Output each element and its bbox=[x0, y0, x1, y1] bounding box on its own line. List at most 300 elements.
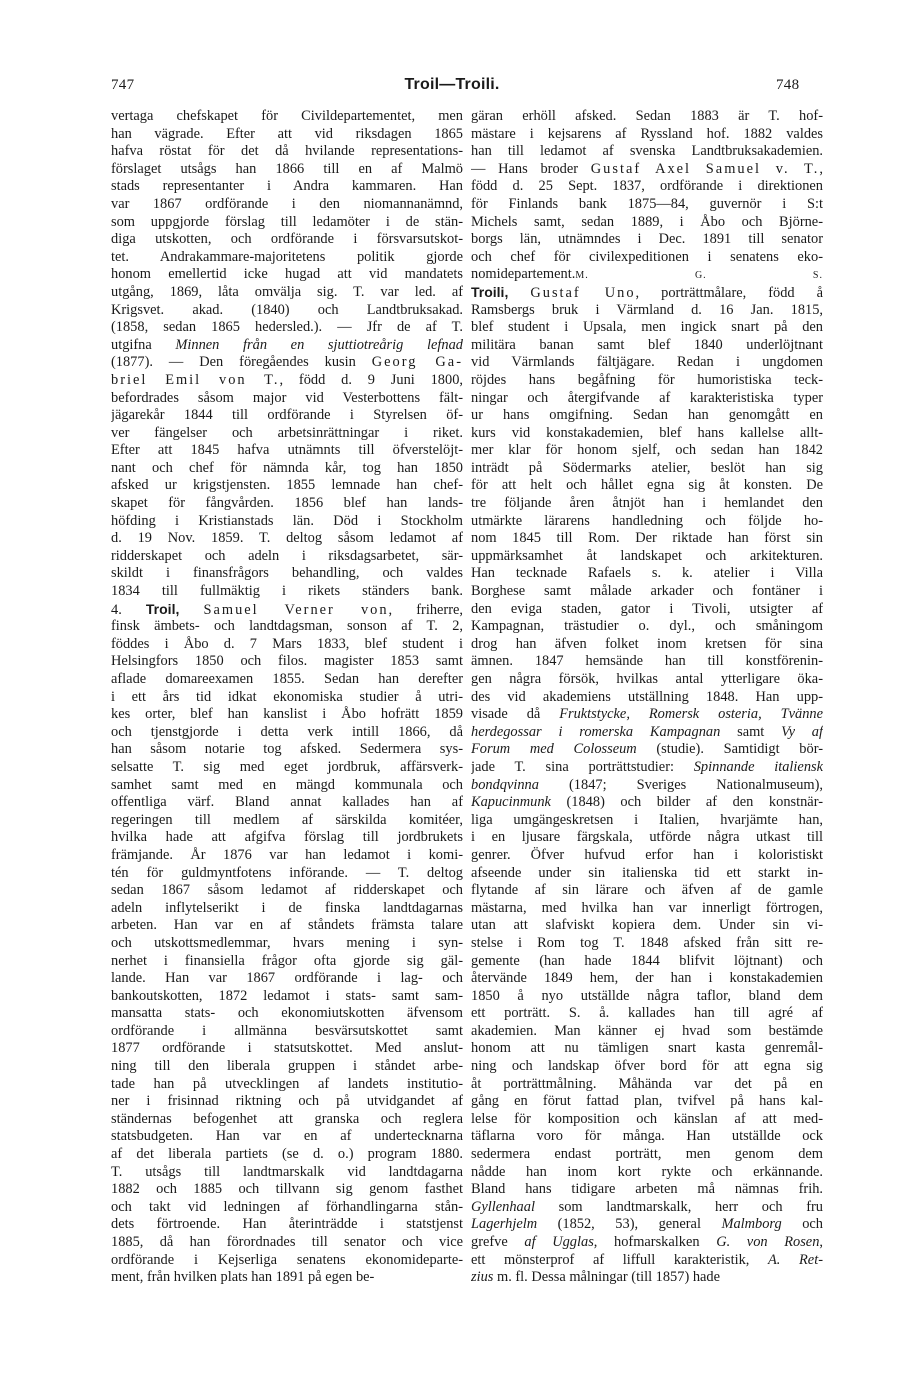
text-line bbox=[111, 741, 463, 759]
italic-run: bondqvinna bbox=[471, 776, 539, 793]
text-run: , hofmarskalken bbox=[593, 1234, 717, 1250]
text-run: nant och chef för nämnda kår, tog han 1850 bbox=[111, 459, 463, 476]
text-line bbox=[471, 1023, 823, 1041]
text-run: samhet samt med en mängd kommunala och bbox=[111, 776, 463, 793]
italic-run: zius bbox=[471, 1269, 494, 1286]
spaced-name: Georg Ga- bbox=[371, 354, 463, 371]
page-number-right: 748 bbox=[776, 77, 800, 93]
text-line bbox=[471, 1111, 823, 1129]
text-run: vid Värmlands fältjägare. Redan i ungdomen bbox=[471, 354, 823, 371]
text-run bbox=[508, 285, 530, 301]
text-line bbox=[111, 407, 463, 425]
text-line bbox=[111, 143, 463, 161]
text-line bbox=[471, 214, 823, 232]
text-run: sedan 1867 såsom ledamot af ridderskapet och bbox=[111, 882, 463, 899]
text-run: afsked ur krigstjensten. 1855 lemnade han chef- bbox=[111, 477, 463, 494]
text-run: och utskottsmedlemmar, hvars mening i syn- bbox=[111, 934, 463, 951]
text-run: för Finlands bank 1875—84, guvernör i S:t bbox=[471, 195, 823, 212]
text-run: för att helt och hållet egna sig åt konsten. De bbox=[471, 477, 823, 494]
text-run: ning till den liberala gruppen i ståndet arbe- bbox=[111, 1058, 463, 1075]
text-run: , friherre, bbox=[388, 601, 463, 618]
text-run: (1858, sedan 1865 hedersled.). — Jfr de af T. bbox=[111, 319, 463, 336]
text-line bbox=[471, 759, 823, 777]
spaced-name: briel Emil von T. bbox=[111, 371, 280, 388]
text-run: finsk ämbets- och landtdagsman, sonson af T. 2, bbox=[111, 618, 463, 635]
text-line bbox=[471, 812, 823, 830]
text-run: förslaget utsågs han 1866 till en af Malmö bbox=[111, 160, 463, 177]
text-run: ett mönsterprof af liffull karakteristik, bbox=[471, 1251, 769, 1268]
italic-run: Spinnande italiensk bbox=[693, 758, 823, 775]
text-line bbox=[471, 548, 823, 566]
text-run: lande. Han var 1867 ordförande i lag- och bbox=[111, 970, 463, 987]
text-line bbox=[471, 935, 823, 953]
text-run: , porträttmålare, född å bbox=[635, 284, 823, 301]
text-run: åt porträttmålning. Måhända var det på en bbox=[471, 1075, 823, 1092]
text-run: — Hans broder bbox=[471, 160, 591, 177]
text-run: ridderskapet och adeln i riksdagsarbetet, sär- bbox=[111, 547, 463, 564]
text-line bbox=[471, 1093, 823, 1111]
text-line bbox=[471, 1076, 823, 1094]
text-line bbox=[111, 724, 463, 742]
text-line bbox=[471, 249, 823, 267]
text-line bbox=[111, 636, 463, 654]
text-run: statsbudgeten. Han var en af undertecknarna bbox=[111, 1128, 463, 1145]
text-line bbox=[471, 900, 823, 918]
text-run: gen några försök, hvilkas antal ytterligare öka- bbox=[471, 671, 823, 687]
text-run: nom 1845 till Rom. Der riktade han först sin bbox=[471, 530, 823, 547]
text-line bbox=[471, 513, 823, 531]
text-line bbox=[111, 794, 463, 812]
text-line bbox=[111, 372, 463, 390]
text-line bbox=[471, 583, 823, 601]
text-run: ur hans omgifning. Sedan han genomgått en bbox=[471, 407, 823, 424]
text-run: i ett års tid idkat ekonomiska studier å utri- bbox=[111, 688, 463, 705]
italic-run: Malmborg bbox=[721, 1216, 782, 1233]
text-run: jägarekår 1844 till ordförande i Styrelsen öf- bbox=[111, 407, 463, 424]
text-line bbox=[471, 178, 823, 196]
italic-run: Gyllenhaal bbox=[471, 1198, 535, 1215]
text-line bbox=[111, 671, 463, 689]
text-run: bankoutskotten, 1872 ledamot i stats- samt sam- bbox=[111, 987, 463, 1004]
entry-headword: Troili, bbox=[471, 283, 509, 300]
text-run: lelse för komposition och känslan af att med- bbox=[471, 1110, 823, 1127]
text-run: d. 19 Nov. 1859. T. deltog såsom ledamot af bbox=[111, 530, 463, 547]
text-line bbox=[471, 108, 823, 126]
text-line bbox=[111, 266, 463, 284]
text-run: stelse i Rom tog T. 1848 afsked från sitt re- bbox=[471, 934, 823, 951]
text-line bbox=[471, 970, 823, 988]
text-run: ment, från hvilken plats han 1891 på egen be- bbox=[111, 1269, 375, 1286]
text-run: född d. 25 Sept. 1837, ordförande i direktionen bbox=[471, 178, 823, 195]
text-run: tre följande åren åtnjöt han i hemlandet den bbox=[471, 495, 823, 512]
text-line bbox=[111, 1181, 463, 1199]
text-line bbox=[111, 178, 463, 196]
text-run: adeln inflytelserikt i de finska landtdagarnas bbox=[111, 899, 463, 916]
text-line bbox=[111, 284, 463, 302]
text-run: T. utsågs till landtmarskalk vid landtdagarna bbox=[111, 1163, 463, 1180]
text-run: afseende under sin italienska tid ett starkt in- bbox=[471, 864, 823, 881]
text-line bbox=[471, 1234, 823, 1252]
text-line bbox=[471, 1058, 823, 1076]
text-run: röjdes hans begåfning för humoristiska teck- bbox=[471, 371, 823, 388]
text-run: och takt vid ledningen af förhandlingarna stån- bbox=[111, 1198, 463, 1215]
text-run: drog han äfven folket inom kretsen för sina bbox=[471, 635, 823, 652]
text-line bbox=[111, 706, 463, 724]
text-line bbox=[471, 425, 823, 443]
text-run: honom emellertid icke hugad att vid mandatets bbox=[111, 266, 463, 283]
text-line bbox=[111, 319, 463, 337]
text-line bbox=[471, 988, 823, 1006]
text-line bbox=[111, 829, 463, 847]
text-run: mästarna, med hvilka han var innerligt förtrogen, bbox=[471, 899, 823, 916]
text-line bbox=[471, 653, 823, 671]
text-line bbox=[111, 865, 463, 883]
text-line bbox=[111, 442, 463, 460]
text-line bbox=[111, 847, 463, 865]
text-run: mer klar för honom sjelf, och sedan han 1842 bbox=[471, 442, 823, 459]
text-run: utgång, 1869, låta omvälja sig. T. var led. af bbox=[111, 283, 463, 300]
text-line bbox=[471, 302, 823, 320]
text-run: nomidepartement. bbox=[471, 266, 576, 283]
text-line bbox=[111, 548, 463, 566]
text-line bbox=[111, 249, 463, 267]
text-line bbox=[471, 777, 823, 795]
text-line bbox=[111, 302, 463, 320]
text-line bbox=[111, 1111, 463, 1129]
text-line bbox=[111, 530, 463, 548]
text-line bbox=[111, 196, 463, 214]
text-line bbox=[111, 759, 463, 777]
text-line bbox=[111, 1269, 463, 1287]
text-run: hvilka hade att afgifva förslag till jordbrukets bbox=[111, 829, 463, 846]
text-line bbox=[111, 214, 463, 232]
text-run: des vid akademiens utställning 1848. Han upp- bbox=[471, 688, 823, 705]
text-run: och tjenstgjorde i detta verk intill 1866, då bbox=[111, 723, 463, 740]
text-line bbox=[471, 601, 823, 619]
text-run: Borghese samt målade arkader och fontäner i bbox=[471, 583, 823, 600]
text-line bbox=[111, 601, 463, 619]
italic-run: Kapucinmunk bbox=[471, 794, 551, 811]
entry-headword: Troil, bbox=[145, 600, 180, 617]
text-line bbox=[111, 1005, 463, 1023]
text-run: nerhet i finansiella frågor ofta gjorde sig gäl- bbox=[111, 952, 463, 969]
text-line bbox=[111, 390, 463, 408]
author-signature: M. G. S. bbox=[575, 270, 823, 282]
text-line bbox=[471, 1040, 823, 1058]
text-line bbox=[111, 618, 463, 636]
text-run: ordförande i allmänna besvärsutskottet samt bbox=[111, 1022, 463, 1039]
text-run: 1882 och 1885 och tillvann sig genom fasthet bbox=[111, 1181, 463, 1198]
text-run: återvände 1849 hem, der han i konstakademien bbox=[471, 970, 823, 987]
text-line bbox=[111, 917, 463, 935]
text-line bbox=[471, 741, 823, 759]
text-line bbox=[111, 460, 463, 478]
text-run: ordförande i Kejserliga senatens ekonomideparte- bbox=[111, 1251, 463, 1268]
page-number-left: 747 bbox=[111, 77, 135, 93]
text-run: 4. bbox=[111, 601, 146, 618]
text-line bbox=[471, 847, 823, 865]
text-line bbox=[111, 1216, 463, 1234]
text-line bbox=[111, 477, 463, 495]
text-run: , bbox=[819, 160, 823, 177]
text-run: han till ledamot af svenska Landtbruksakademien. bbox=[471, 143, 823, 160]
left-column bbox=[111, 108, 463, 1287]
text-line bbox=[471, 495, 823, 513]
text-line bbox=[111, 988, 463, 1006]
text-run: Efter att 1845 hafva utnämnts till öfverstelöjt- bbox=[111, 442, 463, 459]
text-run: (1848) och bilder af den konstnär- bbox=[550, 794, 823, 811]
text-run: Michels samt, sedan 1889, i Åbo och Björne- bbox=[471, 213, 823, 230]
text-run: Han tecknade Rafaels s. k. atelier i Villa bbox=[471, 565, 823, 582]
text-line bbox=[471, 1128, 823, 1146]
text-run: dets förtroende. Han återinträdde i statstjenst bbox=[111, 1216, 463, 1233]
text-line bbox=[471, 319, 823, 337]
text-line bbox=[471, 671, 823, 689]
text-run: tade han på utvecklingen af landets institutio- bbox=[111, 1075, 463, 1092]
text-line bbox=[111, 777, 463, 795]
text-line bbox=[471, 460, 823, 478]
italic-run: Forum med Colosseum bbox=[471, 741, 637, 758]
italic-run: herdegossar i romerska Kampagnan bbox=[471, 723, 721, 740]
text-line bbox=[111, 882, 463, 900]
text-line bbox=[111, 953, 463, 971]
text-run: skildt i finansfrågors behandling, och valdes bbox=[111, 565, 463, 582]
text-line bbox=[471, 917, 823, 935]
text-run: militära banan samt blef 1840 underlöjtnant bbox=[471, 336, 823, 353]
text-run: kurs vid konstakademien, blef hans kallelse allt- bbox=[471, 424, 823, 441]
text-line bbox=[111, 126, 463, 144]
text-line bbox=[111, 1058, 463, 1076]
text-run: Ramsbergs bruk i Värmland d. 16 Jan. 1815, bbox=[471, 301, 823, 318]
text-run: flytande af sin lärare och äfven af de gamle bbox=[471, 882, 823, 899]
text-line bbox=[111, 1093, 463, 1111]
text-line bbox=[111, 231, 463, 249]
text-line bbox=[111, 1076, 463, 1094]
text-line bbox=[471, 354, 823, 372]
text-line bbox=[111, 1146, 463, 1164]
italic-run: A. Ret- bbox=[768, 1251, 823, 1268]
text-run: grefve bbox=[471, 1234, 525, 1250]
text-run: främjande. År 1876 var han ledamot i komi- bbox=[111, 846, 463, 863]
text-line bbox=[111, 425, 463, 443]
text-run: jade T. sina porträttstudier: bbox=[471, 758, 694, 775]
text-run: gäran erhöll afsked. Sedan 1883 är T. hof- bbox=[471, 108, 823, 124]
italic-run: Fruktstycke, Romersk osteria, Tvänne bbox=[559, 706, 823, 723]
text-line bbox=[471, 442, 823, 460]
text-line bbox=[111, 583, 463, 601]
spaced-name: Gustaf Uno bbox=[530, 284, 636, 301]
text-line bbox=[471, 1216, 823, 1234]
text-run: , född d. 9 Juni 1800, bbox=[279, 371, 463, 388]
text-line bbox=[111, 970, 463, 988]
text-run: ett porträtt. S. å. kallades han till agré af bbox=[471, 1005, 823, 1022]
italic-run: Minnen från en sjuttiotreårig lefnad bbox=[175, 336, 463, 353]
text-line bbox=[471, 865, 823, 883]
text-run: kes orter, blef han kanslist i Åbo hofrätt 1859 bbox=[111, 706, 463, 723]
text-run: liga umgängeskretsen i Italien, hvarjämte han, bbox=[471, 811, 823, 828]
text-line bbox=[471, 565, 823, 583]
text-run bbox=[179, 602, 203, 618]
text-run: selsatte T. sig med eget jordbruk, affärsverk- bbox=[111, 758, 463, 775]
text-line bbox=[111, 1128, 463, 1146]
page-title: Troil—Troili. bbox=[404, 76, 500, 93]
text-line bbox=[471, 530, 823, 548]
text-line bbox=[471, 706, 823, 724]
text-run: Helsingfors 1850 och filos. magister 1853 samt bbox=[111, 653, 463, 670]
text-run: Krigsvet. akad. (1840) och Landtbruksakad. bbox=[111, 301, 463, 318]
text-run: som landtmarskalk, herr och fru bbox=[534, 1198, 823, 1215]
text-line bbox=[471, 689, 823, 707]
text-line bbox=[111, 1199, 463, 1217]
text-run: 1834 till fullmäktig i rikets ständers bank. bbox=[111, 583, 463, 600]
spaced-name: Gustaf Axel Samuel v. T. bbox=[590, 160, 820, 177]
italic-run: Vy af bbox=[781, 723, 823, 740]
text-line bbox=[111, 1164, 463, 1182]
text-line bbox=[111, 337, 463, 355]
text-run: regeringen till medlem af särskilda komitéer, bbox=[111, 811, 463, 828]
text-line bbox=[471, 724, 823, 742]
text-run: utmärkte lärarens handledning och följde ho- bbox=[471, 512, 823, 529]
text-run: han vägrade. Efter att vid riksdagen 1865 bbox=[111, 125, 463, 142]
text-line bbox=[111, 565, 463, 583]
text-line bbox=[111, 1252, 463, 1270]
text-line bbox=[471, 882, 823, 900]
text-line bbox=[471, 372, 823, 390]
text-run: (1847; Sveriges Nationalmuseum), bbox=[538, 776, 823, 793]
italic-run: af Ugglas bbox=[524, 1234, 594, 1250]
text-run: och chef för civilexpeditionen i senatens eko- bbox=[471, 248, 823, 265]
text-line bbox=[111, 653, 463, 671]
text-run: i en ljusare färgskala, utförde några utkast till bbox=[471, 829, 823, 846]
text-line bbox=[111, 1023, 463, 1041]
text-run: tet. Andrakammare-majoritetens politik gjorde bbox=[111, 248, 463, 265]
text-run: (1877). — Den föregåendes kusin bbox=[111, 354, 372, 371]
text-run: ämnen. 1847 hemsände han till konstförenin- bbox=[471, 653, 823, 670]
text-run: borgs län, utnämndes i Dec. 1891 till senator bbox=[471, 231, 823, 248]
text-run: utan att slafviskt kopiera dem. Under sin vi- bbox=[471, 917, 823, 934]
text-line bbox=[111, 1234, 463, 1252]
text-run: den eviga staden, gator i Tivoli, utsigter af bbox=[471, 600, 823, 617]
spaced-name: Samuel Verner von bbox=[203, 601, 389, 618]
text-line bbox=[471, 126, 823, 144]
text-run: täflarna voro för många. Han utställde ock bbox=[471, 1128, 823, 1145]
text-run: ningar och återgifvande af karakteristiska typer bbox=[471, 389, 823, 406]
text-run: ning och landskap öfver bord för att egna sig bbox=[471, 1058, 823, 1075]
text-line bbox=[111, 935, 463, 953]
text-line bbox=[471, 1181, 823, 1199]
text-run: blef student i Upsala, men ingick snart på den bbox=[471, 319, 823, 336]
italic-run: G. von Rosen bbox=[716, 1234, 820, 1250]
text-run: som uppgjorde förslag till ledamöter i de stän- bbox=[111, 213, 463, 230]
text-line bbox=[111, 513, 463, 531]
text-line bbox=[471, 143, 823, 161]
text-line bbox=[111, 161, 463, 179]
italic-run: Lagerhjelm bbox=[471, 1216, 538, 1233]
text-line bbox=[111, 108, 463, 126]
text-run: vertaga chefskapet för Civildepartementet, men bbox=[111, 108, 463, 124]
text-line bbox=[471, 477, 823, 495]
text-run: 1850 å nyo utställde några taflor, bland dem bbox=[471, 987, 823, 1004]
text-line bbox=[471, 196, 823, 214]
text-run: honom att nu tämligen snart kasta genremål- bbox=[471, 1040, 823, 1057]
text-run: uppmärksamhet åt landskapet och arkitekturen. bbox=[471, 547, 823, 564]
text-run: och bbox=[781, 1216, 823, 1233]
text-run: mansatta stats- och ekonomiutskotten äfvensom bbox=[111, 1005, 463, 1022]
text-run: visade då bbox=[471, 706, 560, 723]
text-run: hafva röstat för det då hvilande representations- bbox=[111, 143, 463, 160]
text-run: gemente (han hade 1844 blifvit löjtnant) och bbox=[471, 952, 823, 969]
text-run: , bbox=[819, 1234, 823, 1250]
text-run: Kampagnan, trästudier o. dyl., och småningom bbox=[471, 618, 823, 635]
text-line bbox=[471, 231, 823, 249]
text-run: utgifna bbox=[111, 336, 176, 353]
text-line bbox=[471, 1005, 823, 1023]
text-line bbox=[471, 1252, 823, 1270]
text-run: ständernas befogenhet att granska och reglera bbox=[111, 1110, 463, 1127]
text-line bbox=[471, 636, 823, 654]
text-run: af det liberala partiets (se d. o.) program 1880. bbox=[111, 1146, 463, 1163]
text-run: ver fängelser och arbetsinrättningar i riket. bbox=[111, 424, 463, 441]
text-run: befordrades såsom major vid Vesterbottens fält- bbox=[111, 389, 463, 406]
text-run: var 1867 ordförande i den niomannanämnd, bbox=[111, 195, 463, 212]
text-run: akademien. Man känner ej hvad som bestämde bbox=[471, 1022, 823, 1039]
text-line bbox=[471, 161, 823, 179]
text-line bbox=[111, 1040, 463, 1058]
text-run: föddes i Åbo d. 7 Mars 1833, blef student i bbox=[111, 635, 463, 652]
text-line bbox=[111, 354, 463, 372]
text-run: inträdt på Södermarks atelier, beslöt han sig bbox=[471, 459, 823, 476]
text-run: offentliga värf. Bland annat kallades han af bbox=[111, 794, 463, 811]
text-line bbox=[471, 284, 823, 302]
text-line bbox=[471, 953, 823, 971]
text-run: aflade domareexamen 1855. Sedan han derefter bbox=[111, 671, 463, 687]
text-run: Bland hans tidigare arbeten må nämnas frih. bbox=[471, 1181, 823, 1198]
text-line bbox=[111, 689, 463, 707]
text-run: 1885, då han förordnades till senator och vice bbox=[111, 1234, 463, 1250]
text-line bbox=[471, 1164, 823, 1182]
text-run: (1852, 53), general bbox=[537, 1216, 722, 1233]
text-line bbox=[471, 794, 823, 812]
text-line bbox=[111, 495, 463, 513]
text-line bbox=[471, 618, 823, 636]
text-run: höfding i Kristianstads län. Död i Stockholm bbox=[111, 512, 463, 529]
text-run: (studie). Samtidigt bör- bbox=[636, 741, 823, 758]
text-line bbox=[471, 1146, 823, 1164]
text-line bbox=[471, 1199, 823, 1217]
text-run: gång en förut fattad plan, tvifvel på hans kal- bbox=[471, 1093, 823, 1110]
text-run: genrer. Öfver hufvud erfor han i koloristiskt bbox=[471, 846, 823, 863]
text-line bbox=[111, 812, 463, 830]
text-line bbox=[111, 900, 463, 918]
text-line bbox=[471, 337, 823, 355]
text-line bbox=[471, 390, 823, 408]
text-run: stads representanter i Andra kammaren. Han bbox=[111, 178, 463, 195]
text-run: samt bbox=[720, 723, 782, 740]
text-line bbox=[471, 829, 823, 847]
text-run: nådde han inom kort rykte och erkännande. bbox=[471, 1163, 823, 1180]
text-run: arbeten. Han var en af ståndets främsta talare bbox=[111, 917, 463, 934]
text-line bbox=[471, 266, 823, 284]
text-line bbox=[471, 407, 823, 425]
text-run: ner i frisinnad riktning och på utvidgandet af bbox=[111, 1093, 463, 1110]
text-run: tén för guldmyntfotens införande. — T. deltog bbox=[111, 864, 463, 881]
text-run: sedermera endast porträtt, men genom dem bbox=[471, 1146, 823, 1163]
text-run: mästare i kejsarens af Ryssland hof. 1882 valdes bbox=[471, 125, 823, 142]
text-run: han såsom notarie tog afsked. Sedermera sys- bbox=[111, 741, 463, 758]
text-run: skapet för fångvården. 1856 blef han lands- bbox=[111, 495, 463, 512]
text-run: diga utskotten, och ordförande i försvarsutskot- bbox=[111, 231, 463, 248]
right-column bbox=[471, 108, 823, 1287]
